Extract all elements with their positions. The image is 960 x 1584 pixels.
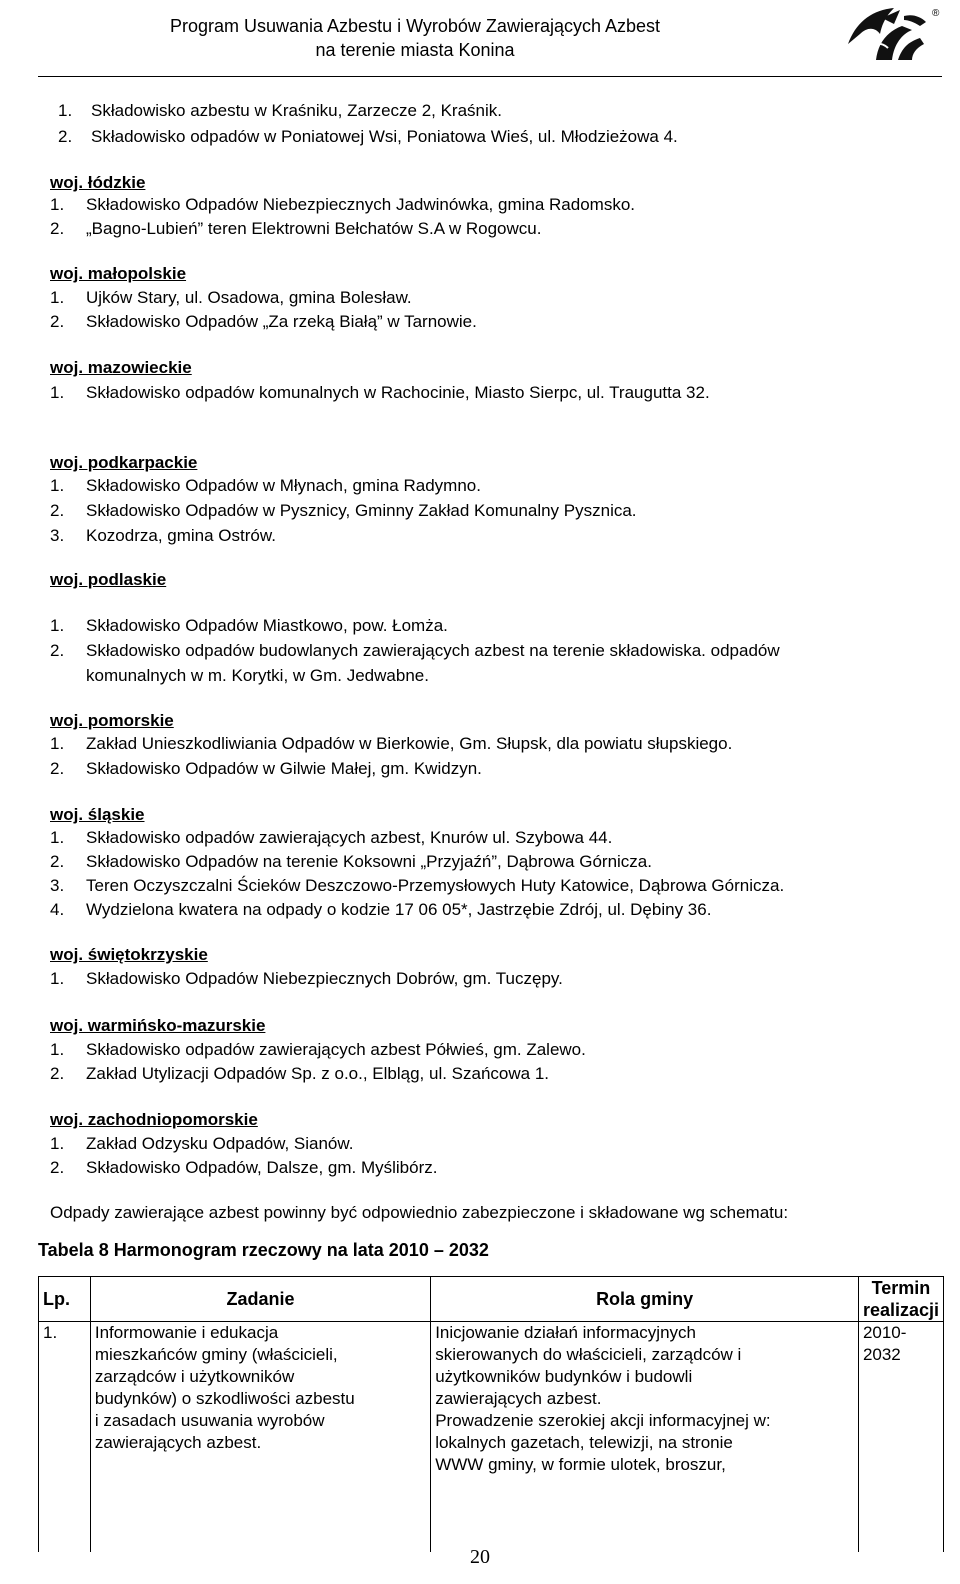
item-text: Składowisko odpadów budowlanych zawierających azbest na terenie składowiska. odpadów xyxy=(86,641,780,660)
item-text: Kozodrza, gmina Ostrów. xyxy=(86,526,276,545)
item-number: 1. xyxy=(50,969,65,988)
list-item xyxy=(50,501,637,521)
table-row xyxy=(39,1322,944,1553)
column-header-zadanie: Zadanie xyxy=(90,1277,430,1322)
item-text: „Bagno-Lubień” teren Elektrowni Bełchatów S.A w Rogowcu. xyxy=(86,219,542,238)
item-number: 1. xyxy=(50,476,65,495)
item-text: Składowisko Odpadów Niebezpiecznych Jadwinówka, gmina Radomsko. xyxy=(86,195,635,214)
item-number: 1. xyxy=(50,828,65,847)
cell-rola: Inicjowanie działań informacyjnych skierowanych do właścicieli, zarządców i użytkowników budynków i budowli zawierających azbest. Prowadzenie szerokiej akcji informacyjnej w: lokalnych gazetach, telewizji, na stronie WWW gminy, w formie ulotek, broszur, xyxy=(431,1322,859,1553)
list-item xyxy=(50,828,613,848)
item-text: Zakład Odzysku Odpadów, Sianów. xyxy=(86,1134,354,1153)
item-number: 1. xyxy=(50,616,65,635)
item-number: 2. xyxy=(50,219,65,238)
item-text: Składowisko Odpadów w Młynach, gmina Radymno. xyxy=(86,476,481,495)
item-number: 1. xyxy=(50,734,65,753)
item-text: Składowisko Odpadów w Pysznicy, Gminny Zakład Komunalny Pysznica. xyxy=(86,501,637,520)
list-item xyxy=(50,288,412,308)
item-number: 1. xyxy=(50,383,65,402)
program-logo-icon xyxy=(842,4,942,62)
item-number: 2. xyxy=(50,1158,65,1177)
item-text: Składowisko odpadów zawierających azbest Półwieś, gm. Zalewo. xyxy=(86,1040,586,1059)
item-number: 4. xyxy=(50,900,65,919)
list-item xyxy=(50,969,563,989)
voivodeship-heading: woj. podlaskie xyxy=(50,570,167,589)
list-item xyxy=(50,1158,438,1178)
cell-zadanie: Informowanie i edukacja mieszkańców gminy (właścicieli, zarządców i użytkowników budynków) o szkodliwości azbestu i zasadach usuwania wyrobów zawierających azbest. xyxy=(90,1322,430,1553)
list-item xyxy=(50,616,448,636)
voivodeship-heading: woj. warmińsko-mazurskie xyxy=(50,1016,266,1035)
item-number: 2. xyxy=(50,641,65,660)
list-item xyxy=(50,1040,586,1060)
header-divider xyxy=(38,76,942,77)
list-item xyxy=(50,219,542,239)
item-number: 2. xyxy=(50,1064,65,1083)
schedule-table xyxy=(38,1276,944,1552)
cell-lp: 1. xyxy=(39,1322,91,1553)
list-item xyxy=(50,852,652,872)
voivodeship-heading: woj. świętokrzyskie xyxy=(50,945,208,964)
list-item xyxy=(50,312,477,332)
list-item xyxy=(50,1064,550,1084)
voivodeship-heading: woj. zachodniopomorskie xyxy=(50,1110,258,1129)
column-header-rola: Rola gminy xyxy=(431,1277,859,1322)
voivodeship-heading: woj. pomorskie xyxy=(50,711,174,730)
item-text: Zakład Unieszkodliwiania Odpadów w Bierkowie, Gm. Słupsk, dla powiatu słupskiego. xyxy=(86,734,733,753)
voivodeship-heading: woj. śląskie xyxy=(50,805,145,824)
item-text: Składowisko odpadów zawierających azbest, Knurów ul. Szybowa 44. xyxy=(86,828,613,847)
page-header xyxy=(0,14,830,62)
item-text: Składowisko Odpadów Niebezpiecznych Dobrów, gm. Tuczępy. xyxy=(86,969,563,988)
item-text: Ujków Stary, ul. Osadowa, gmina Bolesław. xyxy=(86,288,412,307)
list-item xyxy=(50,759,482,779)
list-item xyxy=(58,101,503,121)
list-item xyxy=(50,1134,354,1154)
list-item xyxy=(58,127,678,147)
voivodeship-heading: woj. mazowieckie xyxy=(50,358,192,377)
header-title-line2: na terenie miasta Konina xyxy=(315,40,515,60)
item-number: 1. xyxy=(50,1134,65,1153)
table-caption: Tabela 8 Harmonogram rzeczowy na lata 2010 – 2032 xyxy=(38,1240,489,1260)
item-text: Wydzielona kwatera na odpady o kodzie 17 06 05*, Jastrzębie Zdrój, ul. Dębiny 36. xyxy=(86,900,712,919)
list-item xyxy=(50,734,733,754)
cell-termin: 2010- 2032 xyxy=(858,1322,943,1553)
item-number: 3. xyxy=(50,876,65,895)
item-number: 1. xyxy=(50,1040,65,1059)
item-number: 1. xyxy=(50,288,65,307)
item-number: 3. xyxy=(50,526,65,545)
item-number: 2. xyxy=(50,312,65,331)
item-text: Składowisko Odpadów Miastkowo, pow. Łomża. xyxy=(86,616,448,635)
item-text: Składowisko Odpadów „Za rzeką Białą” w Tarnowie. xyxy=(86,312,477,331)
item-text: Składowisko Odpadów na terenie Koksowni „Przyjaźń”, Dąbrowa Górnicza. xyxy=(86,852,652,871)
closing-paragraph: Odpady zawierające azbest powinny być odpowiednio zabezpieczone i składowane wg schematu: xyxy=(50,1203,789,1222)
item-text: Składowisko odpadów komunalnych w Rachocinie, Miasto Sierpc, ul. Traugutta 32. xyxy=(86,383,710,402)
voivodeship-heading: woj. łódzkie xyxy=(50,173,146,192)
item-text: Składowisko Odpadów w Gilwie Małej, gm. Kwidzyn. xyxy=(86,759,482,778)
item-text: Składowisko azbestu w Kraśniku, Zarzecze 2, Kraśnik. xyxy=(91,101,503,120)
item-text: Teren Oczyszczalni Ścieków Deszczowo-Przemysłowych Huty Katowice, Dąbrowa Górnicza. xyxy=(86,876,785,895)
list-item xyxy=(50,641,780,661)
item-number: 1. xyxy=(58,101,73,120)
list-item xyxy=(50,526,276,546)
item-text: Składowisko odpadów w Poniatowej Wsi, Poniatowa Wieś, ul. Młodzieżowa 4. xyxy=(91,127,678,146)
list-item xyxy=(50,876,785,896)
list-item xyxy=(50,900,712,920)
column-header-termin: Termin realizacji xyxy=(858,1277,943,1322)
item-number: 2. xyxy=(50,852,65,871)
table-header-row xyxy=(39,1277,944,1322)
list-item-continuation: komunalnych w m. Korytki, w Gm. Jedwabne. xyxy=(86,666,429,685)
list-item xyxy=(50,476,481,496)
svg-text:®: ® xyxy=(932,8,940,19)
voivodeship-heading: woj. podkarpackie xyxy=(50,453,198,472)
voivodeship-heading: woj. małopolskie xyxy=(50,264,187,283)
item-number: 2. xyxy=(58,127,73,146)
item-text: Zakład Utylizacji Odpadów Sp. z o.o., Elbląg, ul. Szańcowa 1. xyxy=(86,1064,550,1083)
header-title-line1: Program Usuwania Azbestu i Wyrobów Zawierających Azbest xyxy=(169,16,661,36)
item-number: 2. xyxy=(50,501,65,520)
item-number: 1. xyxy=(50,195,65,214)
list-item xyxy=(50,383,710,403)
page-number: 20 xyxy=(470,1546,490,1568)
column-header-lp: Lp. xyxy=(39,1277,91,1322)
list-item xyxy=(50,195,635,215)
item-number: 2. xyxy=(50,759,65,778)
item-text: Składowisko Odpadów, Dalsze, gm. Myślibórz. xyxy=(86,1158,438,1177)
